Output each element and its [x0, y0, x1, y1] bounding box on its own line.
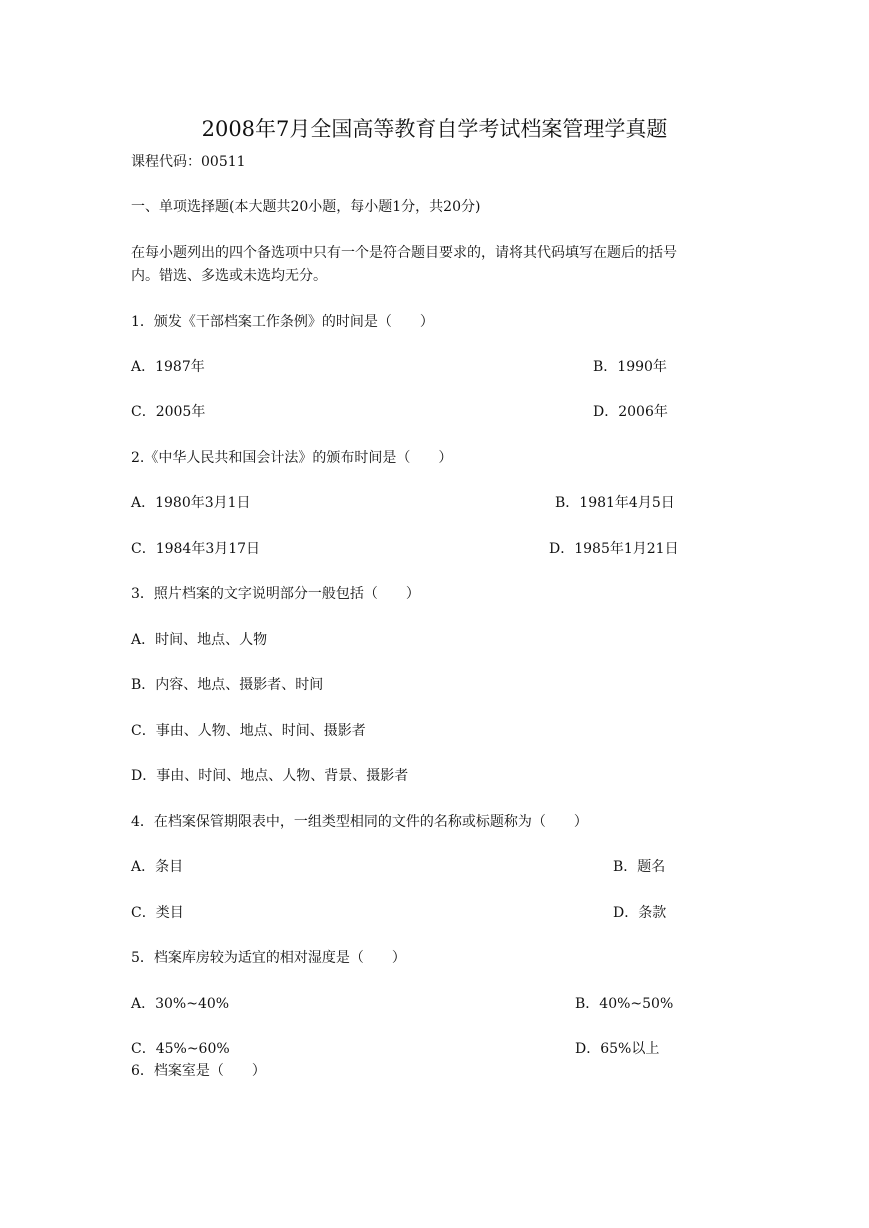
question-stem: 6．档案室是（ ） [131, 1063, 266, 1079]
question-stem: 2.《中华人民共和国会计法》的颁布时间是（ ） [131, 450, 453, 466]
option-a: A．30%~40% [131, 996, 230, 1012]
option-d: D．2006年 [593, 404, 668, 420]
question-stem: 1．颁发《干部档案工作条例》的时间是（ ） [131, 314, 434, 330]
question-stem: 5．档案库房较为适宜的相对湿度是（ ） [131, 950, 406, 966]
question-stem: 4．在档案保管期限表中，一组类型相同的文件的名称或标题称为（ ） [131, 814, 588, 830]
question-stem: 3．照片档案的文字说明部分一般包括（ ） [131, 586, 420, 602]
option-c: C．2005年 [131, 404, 206, 420]
option-a: A．1987年 [131, 359, 205, 375]
option-b: B．题名 [613, 859, 666, 875]
option-b: B．1981年4月5日 [555, 495, 675, 511]
option-c: C．45%~60% [131, 1041, 230, 1057]
option-c: C．事由、人物、地点、时间、摄影者 [131, 723, 366, 739]
option-a: A．1980年3月1日 [131, 495, 251, 511]
instruction-line-1: 在每小题列出的四个备选项中只有一个是符合题目要求的，请将其代码填写在题后的括号 [131, 245, 677, 261]
option-d: D．条款 [613, 905, 667, 921]
instruction-line-2: 内。错选、多选或未选均无分。 [131, 268, 327, 284]
option-c: C．1984年3月17日 [131, 541, 261, 557]
option-d: D．事由、时间、地点、人物、背景、摄影者 [131, 768, 409, 784]
option-c: C．类目 [131, 905, 184, 921]
section-heading: 一、单项选择题(本大题共20小题，每小题1分，共20分) [131, 199, 481, 215]
option-a: A．条目 [131, 859, 184, 875]
option-b: B．内容、地点、摄影者、时间 [131, 677, 324, 693]
page-title: 2008年7月全国高等教育自学考试档案管理学真题 [201, 117, 668, 141]
option-d: D．65%以上 [575, 1041, 660, 1057]
option-d: D．1985年1月21日 [549, 541, 679, 557]
option-b: B．1990年 [593, 359, 667, 375]
option-b: B．40%~50% [575, 996, 674, 1012]
course-code: 课程代码：00511 [131, 154, 246, 170]
option-a: A．时间、地点、人物 [131, 632, 268, 648]
